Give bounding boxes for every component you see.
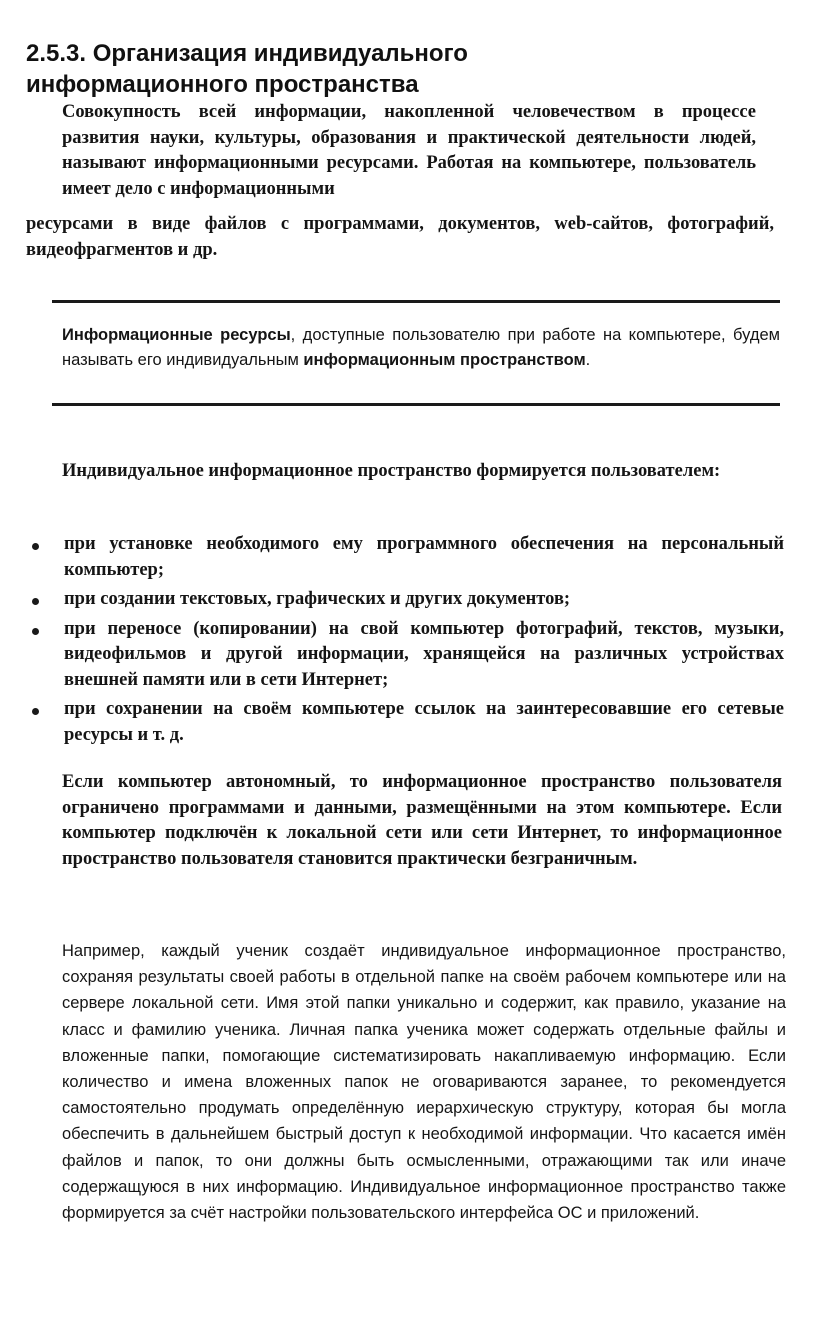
section-title-line-1: 2.5.3. Организация индивидуального xyxy=(26,40,468,67)
definition-text-1: , доступные пользователю при работе на компьютере, будем называть его индивидуальным xyxy=(62,326,780,369)
intro-paragraph xyxy=(62,100,756,202)
list-item xyxy=(30,697,784,748)
example-paragraph: Например, каждый ученик создаёт индивидуальное информационное пространство, сохраняя результаты своей работы в отдельной папке на своём рабочем компьютере или на сервере локальной сети. Имя этой папки уникально и содержит, как правило, указание на класс и фамилию ученика. Личная папка ученика может содержать отдельные файлы и вложенные папки, помогающие систематизировать накапливаемую информацию. Если количество и имена вложенных папок не оговариваются заранее, то рекомендуется самостоятельно продумать определённую иерархическую структуру, которая бы могла обеспечить в дальнейшем быстрый доступ к необходимой информации. Что касается имён файлов и папок, то они должны быть осмысленными, отражающими так или иначе содержащуюся в них информацию. Индивидуальное информационное пространство также формируется за счёт настройки пользовательского интерфейса ОС и приложений. xyxy=(62,942,786,1223)
intro-paragraph-continued: ресурсами в виде файлов с программами, документов, web-сайтов, фотографий, видеофрагментов и др. xyxy=(26,214,774,260)
section-heading xyxy=(26,38,766,100)
list-item-text: при переносе (копировании) на свой компьютер фотографий, текстов, музыки, видеофильмов и другой информации, хранящейся на различных устройствах внешней памяти или в сети Интернет; xyxy=(64,618,784,690)
definition-bottom-rule xyxy=(52,403,780,406)
list-item xyxy=(30,587,784,613)
intro-text-b: . Работая на компьютере, пользователь имеет дело с информационными xyxy=(62,153,757,199)
definition-box xyxy=(62,323,780,372)
definition-term-2: информационным пространством xyxy=(303,350,586,369)
list-item-text: при сохранении на своём компьютере ссылок на заинтересовавшие его сетевые ресурсы и т. д. xyxy=(64,699,784,745)
intro-text-a: Совокупность всей информации, накопленной человечеством в процессе развития науки, культуры, образования и практической деятельности людей, называют xyxy=(62,102,756,173)
section-title-line-2: информационного пространства xyxy=(26,71,419,98)
list-item-text: при установке необходимого ему программного обеспечения на персональный компьютер; xyxy=(64,534,784,580)
formation-bullet-list xyxy=(30,532,784,752)
list-item xyxy=(30,617,784,694)
definition-text-2: . xyxy=(585,350,591,369)
bullet-icon xyxy=(32,628,39,635)
list-item-text: при создании текстовых, графических и других документов; xyxy=(64,589,571,609)
bullet-icon xyxy=(32,598,39,605)
bullet-icon xyxy=(32,543,39,550)
formation-lead-paragraph: Индивидуальное информационное пространство формируется пользователем: xyxy=(62,461,721,481)
list-item xyxy=(30,532,784,583)
definition-top-rule xyxy=(52,300,780,303)
intro-term: информационными ресурсами xyxy=(153,153,414,173)
definition-term-1: Информационные ресурсы xyxy=(62,326,291,344)
autonomy-paragraph: Если компьютер автономный, то информационное пространство пользователя ограничено программами и данными, размещёнными на этом компьютере. Если компьютер подключён к локальной сети или сети Интернет, то информационное пространство пользователя становится практически безграничным. xyxy=(62,772,782,869)
bullet-icon xyxy=(32,708,39,715)
